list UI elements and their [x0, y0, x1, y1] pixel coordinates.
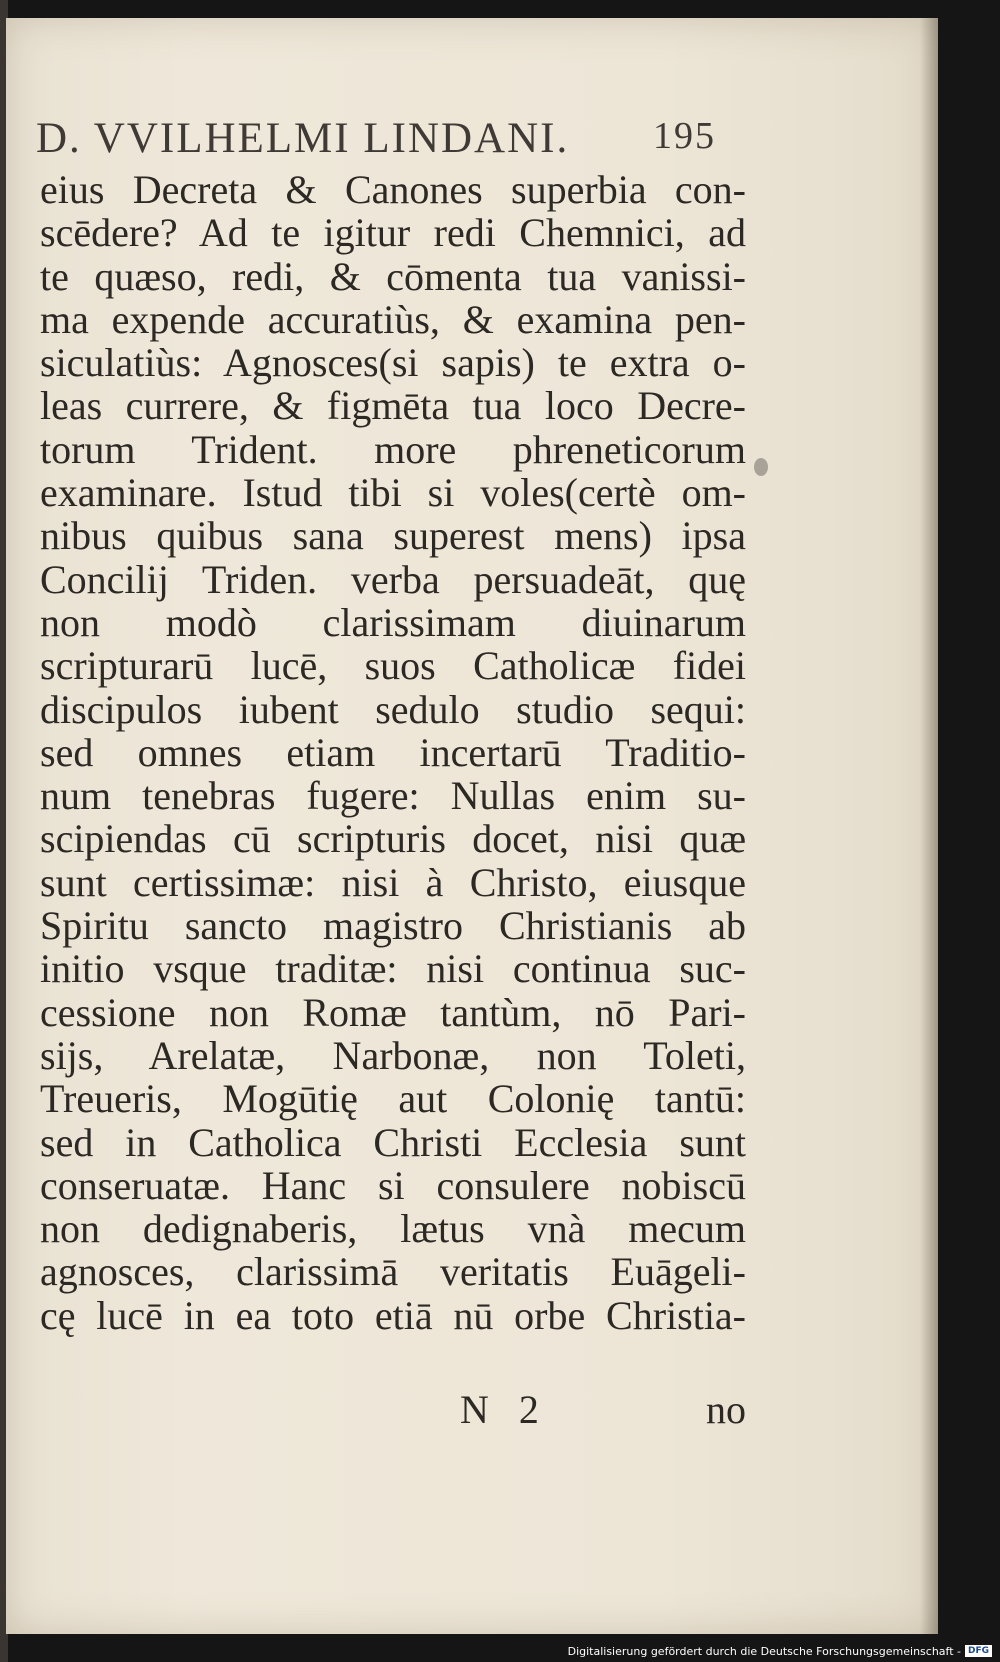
text-line: discipulos iubent sedulo studio sequi:: [40, 686, 746, 732]
text-line: num tenebras fugere: Nullas enim su-: [40, 773, 746, 819]
text-line: leas currere, & figmēta tua loco Decre-: [40, 383, 746, 429]
text-line: eius Decreta & Canones superbia con-: [40, 167, 746, 212]
text-line: sijs, Arelatæ, Narbonæ, non Toleti,: [40, 1032, 746, 1078]
body-text: [40, 168, 746, 1337]
text-line: Concilij Triden. verba persuadeāt, quę: [40, 556, 746, 602]
text-line: nibus quibus sana superest mens) ipsa: [40, 513, 746, 559]
ink-spot: [754, 458, 768, 476]
text-line: Spiritu sancto magistro Christianis ab: [40, 903, 746, 949]
text-line: agnosces, clarissimā veritatis Euāgeli-: [40, 1249, 746, 1295]
page-number: 195: [653, 115, 716, 157]
text-line: initio vsque traditæ: nisi continua suc-: [40, 946, 746, 992]
dfg-logo: DFG: [965, 1645, 992, 1657]
page-header: [36, 114, 716, 164]
text-line: siculatiùs: Agnosces(si sapis) te extra o-: [40, 340, 746, 386]
running-head: D. VVILHELMI LINDANI.: [36, 115, 570, 162]
text-line: examinare. Istud tibi si voles(certè om-: [40, 470, 746, 516]
credit-text: Digitalisierung gefördert durch die Deutsche Forschungsgemeinschaft -: [567, 1644, 961, 1658]
text-line: ma expende accuratiùs, & examina pen-: [40, 296, 746, 342]
text-line: te quæso, redi, & cōmenta tua vanissi-: [40, 253, 746, 299]
text-line: sed omnes etiam incertarū Traditio-: [40, 729, 746, 775]
text-line: conseruatæ. Hanc si consulere nobiscū: [40, 1162, 746, 1208]
page-footer: [36, 1386, 746, 1436]
text-line: non dedignaberis, lætus vnà mecum: [40, 1206, 746, 1252]
digitization-credit: [568, 1643, 992, 1659]
text-line: non modò clarissimam diuinarum: [40, 599, 746, 645]
signature-mark: N 2: [460, 1387, 549, 1432]
text-line: sunt certissimæ: nisi à Christo, eiusque: [40, 859, 746, 905]
text-line: Treueris, Mogūtię aut Colonię tantū:: [40, 1076, 746, 1122]
text-line: scipiendas cū scripturis docet, nisi quæ: [40, 816, 746, 862]
catchword: no: [706, 1387, 746, 1432]
text-line: cessione non Romæ tantùm, nō Pari-: [40, 989, 746, 1035]
book-page: [6, 18, 938, 1634]
text-line: scēdere? Ad te igitur redi Chemnici, ad: [40, 210, 746, 256]
text-line: scripturarū lucē, suos Catholicæ fidei: [40, 643, 746, 689]
text-line: cę lucē in ea toto etiā nū orbe Christia-: [40, 1292, 746, 1338]
text-line: torum Trident. more phreneticorum: [40, 426, 746, 472]
text-line: sed in Catholica Christi Ecclesia sunt: [40, 1119, 746, 1165]
